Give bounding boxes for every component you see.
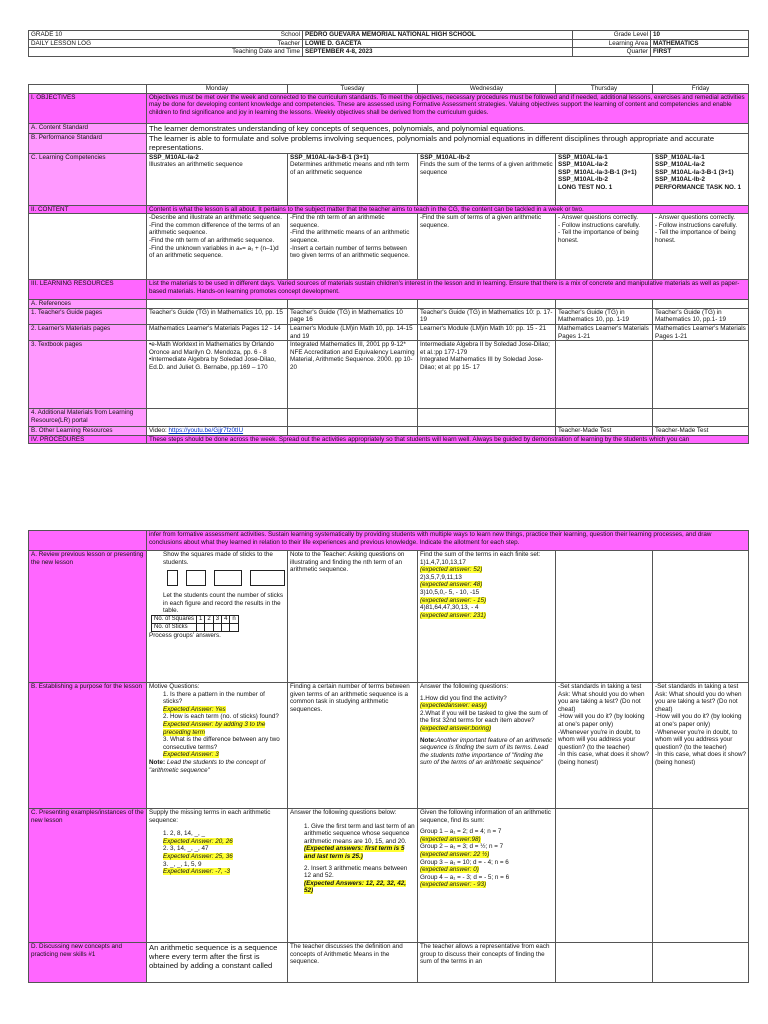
purpose-friday — [653, 683, 749, 809]
content-line: -Find the nth term of an arithmetic sequence. — [290, 214, 385, 229]
discussing-label: D. Discussing new concepts and practicing new skills #1 — [29, 943, 147, 983]
review-wed-answer: (expected answer: 48) — [420, 581, 483, 589]
presenting-tuesday — [288, 809, 418, 943]
motive-answer: Expected Answer: by adding 3 to the preceding term — [163, 720, 266, 736]
video-prefix: Video: — [149, 427, 169, 435]
competency-line: SSP_M10AL-Ib-2 — [655, 176, 706, 184]
objectives-text: Objectives must be met over the week and connected to the curriculum standards. To meet the objectives, necessary procedures must be followed and if needed, additional lessons, exercises and remedial activities may be done for developing content knowledge and competencies. These are assessed using Formative Assessment strategies. Valuing objectives support the learning of content and competencies and enable children to find significance and joy in learning the lessons. Weekly objectives shall be derived from the curriculum guides. — [147, 93, 749, 123]
teachers-guide-label: 1. Teacher's Guide pages — [29, 308, 147, 324]
learners-materials-label: 2. Learner's Materials pages — [29, 324, 147, 340]
competency-text: Finds the sum of the terms of a given arithmetic sequence — [420, 161, 553, 176]
competency-monday — [147, 153, 288, 205]
presenting-question: 2. 3, 14, _, _, 47 — [163, 845, 209, 853]
purpose-wed-answer: (expectedanswer: easy) — [420, 702, 487, 710]
discussing-thursday — [556, 943, 653, 983]
content-standard-label: A. Content Standard — [29, 123, 147, 133]
standards-line: -In this case, what does it show? (being honest) — [655, 751, 747, 766]
standards-line: Ask: What should you do when you are taking a test? (Do not cheat) — [655, 690, 742, 713]
sticks-table-cell: 1 — [197, 615, 205, 623]
tg-friday: Teacher's Guide (TG) in Mathematics 10, pp.1- 19 — [653, 308, 749, 324]
standards-line: -Whenever you're in doubt, to whom will you address your question? (to the teacher) — [558, 728, 641, 751]
square-figure-2 — [186, 570, 206, 586]
textbook-label: 3. Textbook pages — [29, 341, 147, 409]
sticks-table-cell — [205, 623, 213, 631]
review-wed-question: 4)81,64,47,30,13, - 4 — [420, 604, 479, 612]
presenting-tue-answer: (Expected answers: first term is 5 and last term is 25.) — [304, 845, 405, 860]
competency-line: SSP_M10AL-Ia-1 — [558, 153, 608, 161]
references-blank — [418, 300, 556, 309]
presenting-thursday — [556, 809, 653, 943]
procedures-text: These steps should be done across the week. Spread out the activities appropriately so that students will learn well. Always be guided by demonstration of learning by the students which you can — [147, 435, 749, 444]
additional-wednesday — [418, 409, 556, 427]
sticks-table-cell: No. of Squares — [152, 615, 197, 623]
competency-code: SSP_M10AL-Ia-2 — [149, 153, 199, 161]
other-wednesday — [418, 427, 556, 436]
presenting-wed-question: Group 3 – a₁ = 10; d = - 4; n = 6 — [420, 858, 509, 866]
competency-line: SSP_M10AL-Ib-2 — [558, 176, 609, 184]
date-value: SEPTEMBER 4-8, 2023 — [303, 48, 573, 57]
competency-line: SSP_M10AL-Ia-1 — [655, 153, 705, 161]
content-line: -Insert a certain number of terms between two given terms of an arithmetic sequence. — [290, 244, 410, 260]
content-line: - Tell the importance of being honest. — [558, 229, 639, 244]
sticks-table-cell: 2 — [205, 615, 213, 623]
header-blank-cell — [29, 48, 139, 57]
presenting-label: C. Presenting examples/instances of the new lesson — [29, 809, 147, 943]
discussing-wednesday: The teacher allows a representative from each group to discuss their concepts of finding the sum of the terms in an — [418, 943, 556, 983]
purpose-wed-title: Answer the following questions: — [420, 683, 509, 690]
content-line: -Describe and illustrate an arithmetic sequence. — [149, 214, 283, 222]
references-blank — [556, 300, 653, 309]
presenting-tue-question: 1. Give the first term and last term of an arithmetic sequence whose sequence arithmetic means are 10, 15, and 20. — [304, 822, 415, 845]
review-wed-question: 1)1,4,7,10,13,17 — [420, 558, 466, 566]
presenting-wed-answer: (expected answer: 0) — [420, 866, 479, 874]
sticks-table-cell — [222, 623, 230, 631]
review-wednesday — [418, 551, 556, 683]
standards-line: -Set standards in taking a test — [558, 683, 642, 690]
presenting-wed-answer: (expected answer: 22 ½) — [420, 850, 490, 858]
presenting-tue-answer: (Expected Answers: 12, 22, 32, 42, 52) — [304, 879, 406, 895]
sticks-table-cell — [230, 623, 238, 631]
review-thursday — [556, 551, 653, 683]
purpose-wed-question: 2.What if you will be tasked to give the sum of the first 32nd terms for each item above? — [420, 709, 548, 725]
competency-code: SSP_M10AL-Ib-2 — [420, 153, 471, 161]
discussing-tuesday: The teacher discusses the definition and concepts of Arithmetic Means in the sequence. — [288, 943, 418, 983]
presenting-wed-question: Group 1 – a₁ = 2; d = 4; n = 7 — [420, 828, 502, 836]
standards-line: -How will you do it? (by looking at one's paper only) — [558, 713, 645, 728]
competency-line: PERFORMANCE TASK NO. 1 — [655, 183, 741, 191]
quarter-value: FIRST — [651, 48, 749, 57]
grade-level-value: 10 — [651, 31, 749, 40]
content-monday — [147, 214, 288, 280]
purpose-thursday — [556, 683, 653, 809]
lm-wednesday: Learner's Module (LM)in Math 10: pp. 15 - 21 — [418, 324, 556, 340]
grade-label: GRADE 10 — [29, 31, 139, 40]
lm-friday: Mathematics Learner's Materials Pages 1-21 — [653, 324, 749, 340]
other-friday: Teacher-Made Test — [653, 427, 749, 436]
presenting-answer: Expected Answer: 25, 36 — [163, 852, 233, 860]
other-monday — [147, 427, 288, 436]
square-figure-4 — [250, 570, 285, 586]
additional-monday — [147, 409, 288, 427]
motive-note: Lead the students to the concept of "arithmetic sequence" — [149, 758, 266, 774]
competency-text: Illustrates an arithmetic sequence — [149, 161, 243, 169]
lm-tuesday: Learner's Module (LM)in Math 10, pp. 14-15 and 19 — [288, 324, 418, 340]
presenting-question: 1. 2, 8, 14, _, _ — [163, 830, 206, 838]
procedures-cont-blank — [29, 531, 147, 551]
square-figure-1 — [167, 570, 178, 586]
review-wed-answer: (expected answer: 52) — [420, 566, 483, 574]
competency-thursday — [556, 153, 653, 205]
textbook-line: •e-Math Worktext in Mathematics by Orlando Oronce and Marilyn O. Mendoza, pp. 6 - 8 — [149, 341, 274, 356]
content-line: - Answer questions correctly. — [655, 214, 736, 222]
purpose-wed-answer: (expected answer:boring) — [420, 724, 492, 732]
content-line: - Follow instructions carefully. — [558, 221, 641, 229]
motive-question: 2. How is each term (no. of sticks) found? — [163, 713, 279, 721]
content-line: -Find the unknown variables in aₙ= a₁ + (n–1)d of an arithmetic sequence. — [149, 244, 279, 260]
competency-line: SSP_M10AL-Ia-3-B-1 (3+1) — [558, 168, 637, 176]
other-resources-label: B. Other Learning Resources — [29, 427, 147, 436]
content-label: II. CONTENT — [29, 205, 147, 214]
content-line: -Find the nth term of an arithmetic sequence. — [149, 236, 275, 244]
standards-line: -In this case, what does it show? (being honest) — [558, 751, 650, 766]
competency-friday — [653, 153, 749, 205]
review-wed-question: 3)10,5,0,- 5, - 10, -15 — [420, 588, 480, 596]
presenting-wed-title: Given the following information of an arithmetic sequence, find its sum: — [420, 809, 551, 824]
textbook-line: Integrated Mathematics III, 2001 pp 9-12* — [290, 341, 406, 349]
presenting-friday — [653, 809, 749, 943]
textbook-line: NFE Accreditation and Equivalency Learning Material, Arithmetic Sequence. 2000. pp 10-20 — [290, 348, 415, 371]
review-friday — [653, 551, 749, 683]
note-label: Note: — [420, 736, 437, 744]
day-monday: Monday — [147, 85, 288, 94]
competency-line: SSP_M10AL-Ia-2 — [655, 161, 705, 169]
textbook-wednesday — [418, 341, 556, 409]
video-link[interactable]: https://youtu.be/Gjjr7fz0tIU — [168, 427, 244, 435]
procedures-cont-text: infer from formative assessment activities. Sustain learning systematically by providing students with multiple ways to learn new things, practice their learning, question their learning processes, and draw conclusions about what they learned in relation to their life experiences and previous knowledge. Indicate the allotment for each step. — [147, 531, 749, 551]
content-tuesday — [288, 214, 418, 280]
day-friday: Friday — [653, 85, 749, 94]
additional-tuesday — [288, 409, 418, 427]
performance-standard-text: The learner is able to formulate and solve problems involving sequences, polynomials and polynomial equations in different disciplines through appropriate and accurate representations. — [147, 133, 749, 153]
presenting-answer: Expected Answer: -7, -3 — [163, 868, 230, 876]
content-line: - Answer questions correctly. — [558, 214, 639, 222]
quarter-label: Quarter — [573, 48, 651, 57]
day-header-blank — [29, 85, 147, 94]
additional-materials-label: 4. Additional Materials from Learning Resource(LR) portal — [29, 409, 147, 427]
sticks-table-cell — [213, 623, 221, 631]
competency-line: LONG TEST NO. 1 — [558, 183, 613, 191]
textbook-line: Intermediate Algebra II by Soledad Jose-Dilao; et al.:pp 177-179 — [420, 341, 550, 356]
review-intro: Show the squares made of sticks to the students. — [163, 551, 273, 566]
review-monday — [147, 551, 288, 683]
tg-thursday: Teacher's Guide (TG) in Mathematics 10, pp. 1-19 — [556, 308, 653, 324]
additional-thursday — [556, 409, 653, 427]
content-line: -Find the common difference of the terms of an arithmetic sequence. — [149, 221, 280, 237]
textbook-tuesday — [288, 341, 418, 409]
content-standard-text: The learner demonstrates understanding of key concepts of sequences, polynomials, and polynomial equations. — [147, 123, 749, 133]
procedures-label: IV. PROCEDURES — [29, 435, 147, 444]
competency-code: SSP_M10AL-Ia-3-B-1 (3+1) — [290, 153, 369, 161]
purpose-wed-question: 1.How did you find the activity? — [420, 694, 507, 702]
references-blank — [288, 300, 418, 309]
textbook-line: •Intermediate Algebra by Soledad Jose-Dilao, Ed.D. and Juliet G. Bernabe, pp.169 – 170 — [149, 356, 276, 371]
competency-line: SSP_M10AL-Ia-3-B-1 (3+1) — [655, 168, 734, 176]
purpose-wednesday — [418, 683, 556, 809]
motive-question: 1. Is there a pattern in the number of sticks? — [163, 690, 265, 706]
competency-line: SSP_M10AL-Ia-2 — [558, 161, 608, 169]
presenting-wed-answer: (expected answer:98) — [420, 835, 481, 843]
review-wed-question: 2)3,5,7,9,11,13 — [420, 573, 462, 581]
presenting-monday — [147, 809, 288, 943]
lesson-log-page-2 — [28, 530, 748, 983]
content-blank — [29, 214, 147, 280]
presenting-tue-title: Answer the following questions below: — [290, 809, 397, 816]
day-tuesday: Tuesday — [288, 85, 418, 94]
resources-label: III. LEARNING RESOURCES — [29, 280, 147, 300]
teacher-value: LOWIE D. GACETA — [303, 39, 573, 48]
presenting-wed-question: Group 2 – a₁ = 3; d = ½; n = 7 — [420, 843, 504, 851]
textbook-line: Integrated Mathematics III by Soledad Jose-Dilao; et al: pp 15- 17 — [420, 356, 544, 371]
sticks-table-cell: n — [230, 615, 238, 623]
standards-line: -Set standards in taking a test — [655, 683, 739, 690]
presenting-tue-question: 2. Insert 3 arithmetic means between 12 and 52. — [304, 864, 408, 880]
review-wed-title: Find the sum of the terms in each finite set: — [420, 551, 541, 558]
content-thursday — [556, 214, 653, 280]
tg-tuesday: Teacher's Guide (TG) in Mathematics 10 page 16 — [288, 308, 418, 324]
content-wednesday — [418, 214, 556, 280]
sticks-table-cell: 4 — [222, 615, 230, 623]
review-count-instruction: Let the students count the number of sticks in each figure and record the results in the table. — [163, 592, 284, 615]
review-process: Process groups' answers. — [149, 631, 221, 639]
motive-answer: Expected Answer: Yes — [163, 705, 226, 713]
purpose-tuesday: Finding a certain number of terms between given terms of an arithmetic sequence is a common task in studying arithmetic sequences. — [288, 683, 418, 809]
other-thursday: Teacher-Made Test — [556, 427, 653, 436]
stick-squares-figure — [167, 570, 285, 586]
review-label: A. Review previous lesson or presenting the new lesson — [29, 551, 147, 683]
textbook-monday — [147, 341, 288, 409]
header-table — [28, 30, 749, 57]
note-label: Note: — [149, 758, 166, 766]
tg-wednesday: Teacher's Guide (TG) in Mathematics 10: p. 17-19 — [418, 308, 556, 324]
other-tuesday — [288, 427, 418, 436]
school-value: PEDRO GUEVARA MEMORIAL NATIONAL HIGH SCHOOL — [303, 31, 573, 40]
review-wed-answer: (expected answer: - 15) — [420, 596, 487, 604]
references-label: A. References — [29, 300, 147, 309]
performance-standard-label: B. Performance Standard — [29, 133, 147, 153]
standards-line: Ask: What should you do when you are taking a test? (Do not cheat) — [558, 690, 645, 713]
school-label: School — [139, 31, 303, 40]
additional-friday — [653, 409, 749, 427]
tg-monday: Teacher's Guide (TG) in Mathematics 10, pp. 15 — [147, 308, 288, 324]
teacher-label: Teacher — [139, 39, 303, 48]
motive-answer: Expected Answer: 3 — [163, 751, 219, 759]
competencies-label: C. Learning Competencies — [29, 153, 147, 205]
purpose-label: B. Establishing a purpose for the lesson — [29, 683, 147, 809]
purpose-monday — [147, 683, 288, 809]
textbook-friday — [653, 341, 749, 409]
content-friday — [653, 214, 749, 280]
discussing-monday: An arithmetic sequence is a sequence where every term after the first is obtained by adding a constant called — [147, 943, 288, 983]
presenting-answer: Expected Answer: 20, 26 — [163, 837, 233, 845]
lesson-table-1 — [28, 84, 749, 444]
lesson-table-2 — [28, 530, 749, 983]
sticks-table-cell: No. of Sticks — [152, 623, 197, 631]
area-value: MATHEMATICS — [651, 39, 749, 48]
standards-line: -Whenever you're in doubt, to whom will you address your question? (to the teacher) — [655, 728, 738, 751]
competency-wednesday — [418, 153, 556, 205]
resources-text: List the materials to be used in different days. Varied sources of materials sustain children's interest in the lesson and in learning. Ensure that there is a mix of concrete and manipulative materials as well as paper-based materials. Hands-on learning promotes concept development. — [147, 280, 749, 300]
log-label: DAILY LESSON LOG — [29, 39, 139, 48]
lesson-log-page-1 — [28, 84, 748, 444]
content-text: Content is what the lesson is all about. It pertains to the subject matter that the teacher aims to teach in the CG, the content can be tackled in a week or two. — [147, 205, 749, 214]
objectives-label: I. OBJECTIVES — [29, 93, 147, 123]
presenting-wed-answer: (expected answer: - 93) — [420, 881, 487, 889]
presenting-wed-question: Group 4 – a₁ = - 3; d = - 5; n = 6 — [420, 873, 510, 881]
references-blank — [147, 300, 288, 309]
day-wednesday: Wednesday — [418, 85, 556, 94]
sticks-table-cell: 3 — [213, 615, 221, 623]
day-thursday: Thursday — [556, 85, 653, 94]
content-line: -Find the sum of terms of a given arithmetic sequence. — [420, 214, 542, 229]
competency-text: Determines arithmetic means and nth term of an arithmetic sequence — [290, 161, 409, 176]
lm-monday: Mathematics Learner's Materials Pages 12 - 14 — [147, 324, 288, 340]
motive-question: 3. What is the difference between any two consecutive terms? — [163, 736, 280, 751]
textbook-thursday — [556, 341, 653, 409]
date-label: Teaching Date and Time — [139, 48, 303, 57]
sticks-table-cell — [197, 623, 205, 631]
content-line: -Find the arithmetic means of an arithmetic sequence. — [290, 229, 410, 244]
lm-thursday: Mathematics Learner's Materials Pages 1-21 — [556, 324, 653, 340]
content-line: - Tell the importance of being honest. — [655, 229, 736, 244]
motive-title: Motive Questions: — [149, 683, 200, 690]
purpose-wed-note: Another important feature of an arithmetic sequence is finding the sum of its terms. Lead the students tothe importance of "finding the sum of the terms of an arithmetic sequence" — [420, 736, 553, 767]
content-line: - Follow instructions carefully. — [655, 221, 738, 229]
presenting-title: Supply the missing terms in each arithmetic sequence: — [149, 809, 271, 824]
review-wed-answer: (expected answer: 231) — [420, 611, 486, 619]
grade-level-label: Grade Level — [573, 31, 651, 40]
area-label: Learning Area — [573, 39, 651, 48]
standards-line: -How will you do it? (by looking at one's paper only) — [655, 713, 742, 728]
header-block — [28, 30, 748, 57]
discussing-friday — [653, 943, 749, 983]
square-figure-3 — [214, 570, 242, 586]
presenting-wednesday — [418, 809, 556, 943]
sticks-table — [151, 615, 239, 632]
references-blank — [653, 300, 749, 309]
presenting-question: 3. _, _, 1, 5, 9 — [163, 860, 202, 868]
review-tuesday: Note to the Teacher: Asking questions on illustrating and finding the nth term of an arithmetic sequence. — [288, 551, 418, 683]
competency-tuesday — [288, 153, 418, 205]
